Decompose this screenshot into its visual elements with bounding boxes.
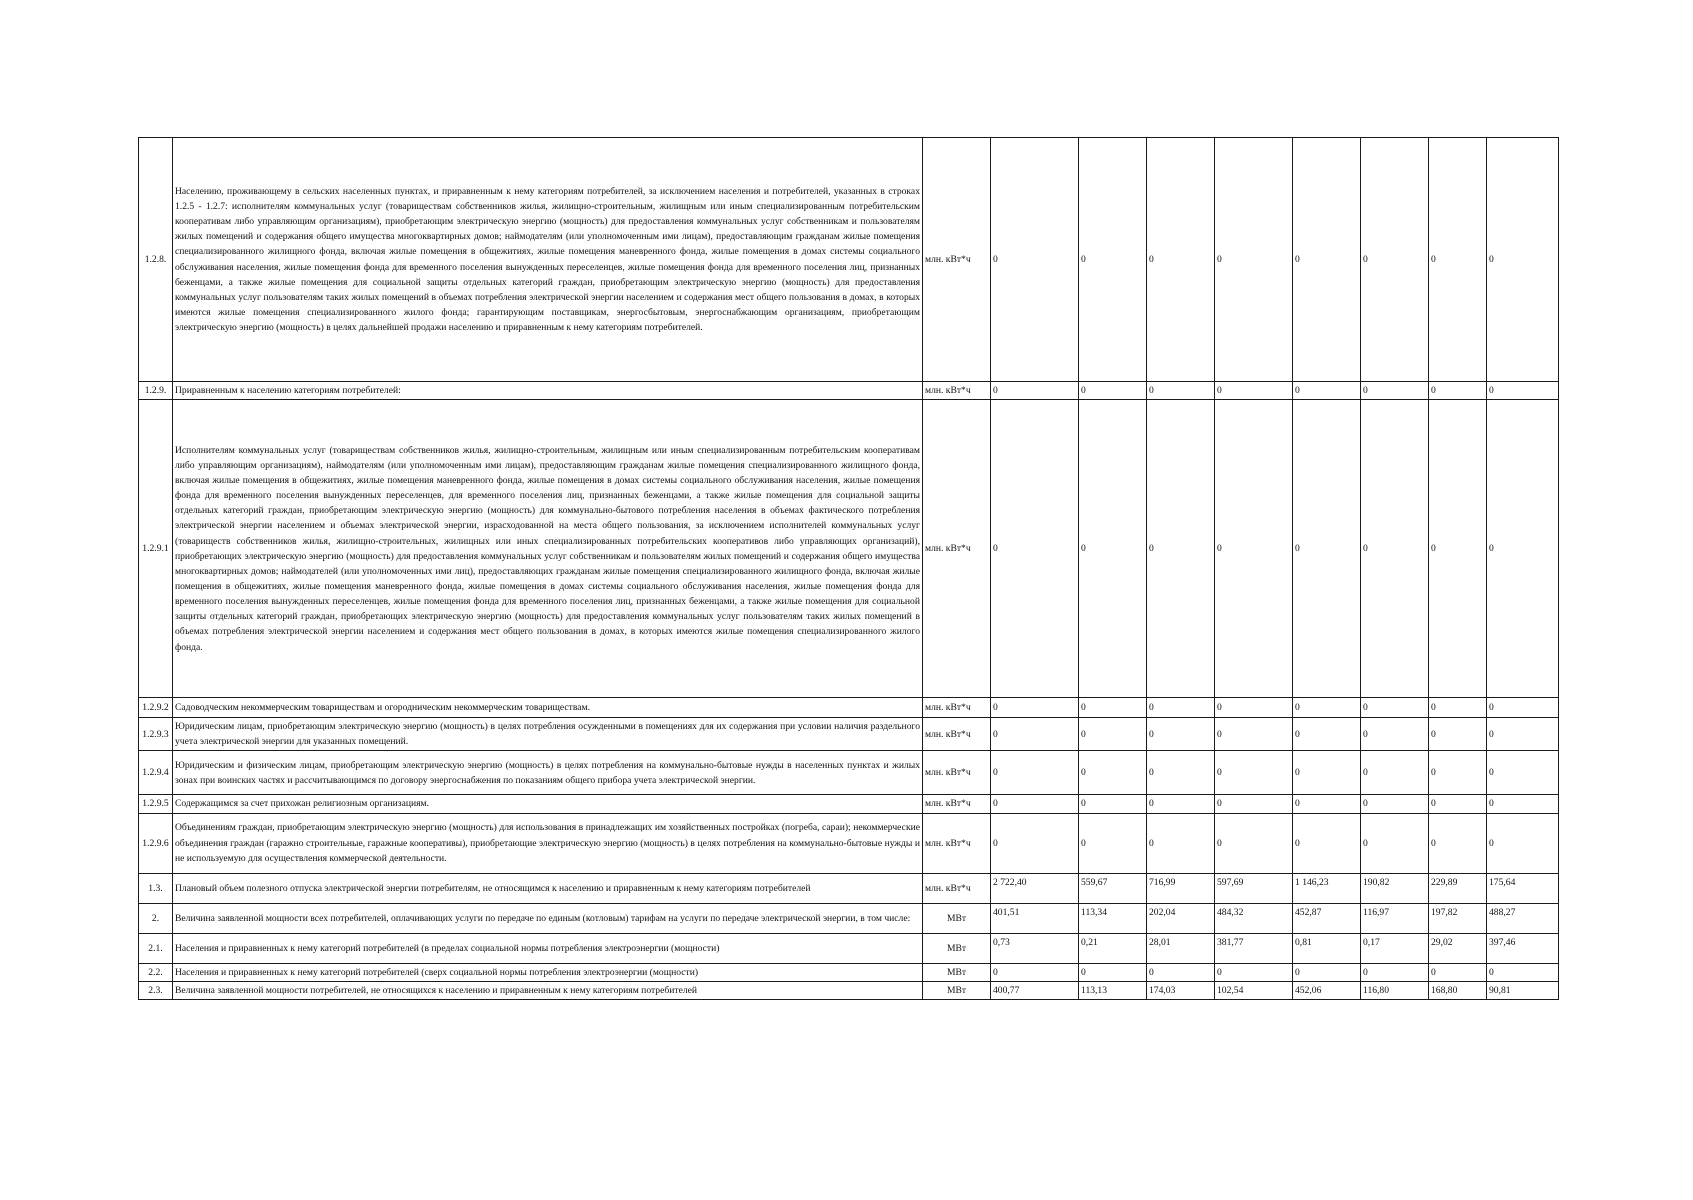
value-cell: 0 (1361, 795, 1429, 813)
value-cell: 0 (1079, 813, 1147, 873)
table-row (139, 813, 1559, 873)
value-cell: 0 (1429, 751, 1487, 795)
value-cell: 0 (1487, 138, 1559, 382)
value-cell: 0,17 (1361, 933, 1429, 963)
value-cell: 0 (1147, 751, 1215, 795)
row-number: 1.2.9.4 (139, 751, 173, 795)
row-number: 1.2.9.3 (139, 718, 173, 751)
value-cell: 28,01 (1147, 933, 1215, 963)
value-cell: 197,82 (1429, 903, 1487, 933)
value-cell: 0 (1429, 382, 1487, 400)
value-cell: 381,77 (1215, 933, 1293, 963)
row-description: Населения и приравненных к нему категорий потребителей (сверх социальной нормы потребления электроэнергии (мощности) (173, 963, 923, 981)
row-number: 2.3. (139, 981, 173, 999)
value-cell: 0 (1147, 382, 1215, 400)
row-unit: млн. кВт*ч (923, 138, 991, 382)
row-description: Приравненным к населению категориям потребителей: (173, 382, 923, 400)
value-cell: 0 (991, 382, 1079, 400)
value-cell: 0 (1487, 400, 1559, 698)
value-cell: 29,02 (1429, 933, 1487, 963)
value-cell: 0 (1215, 138, 1293, 382)
value-cell: 2 722,40 (991, 873, 1079, 903)
value-cell: 0 (1215, 813, 1293, 873)
table-row (139, 718, 1559, 751)
value-cell: 401,51 (991, 903, 1079, 933)
value-cell: 559,67 (1079, 873, 1147, 903)
value-cell: 488,27 (1487, 903, 1559, 933)
row-unit: МВт (923, 963, 991, 981)
value-cell: 0 (1293, 698, 1361, 718)
row-description: Объединениям граждан, приобретающим электрическую энергию (мощность) для использования в принадлежащих им хозяйственных постройках (погреба, сараи); некоммерческие объединения граждан (гаражно строительные, гаражные кооперативы), приобретающие электрическую энергию (мощность) в целях потребления на коммунально-бытовые нужды и не используемую для осуществления коммерческой деятельности. (173, 813, 923, 873)
row-unit: млн. кВт*ч (923, 873, 991, 903)
row-unit: млн. кВт*ч (923, 400, 991, 698)
value-cell: 0 (1429, 963, 1487, 981)
row-description: Населения и приравненных к нему категорий потребителей (в пределах социальной нормы потребления электроэнергии (мощности) (173, 933, 923, 963)
row-number: 1.2.9. (139, 382, 173, 400)
row-number: 1.3. (139, 873, 173, 903)
table-row (139, 400, 1559, 698)
table-body (139, 138, 1559, 1000)
value-cell: 400,77 (991, 981, 1079, 999)
value-cell: 0 (1487, 963, 1559, 981)
row-number: 1.2.9.1 (139, 400, 173, 698)
value-cell: 0 (1079, 963, 1147, 981)
value-cell: 0 (1079, 718, 1147, 751)
value-cell: 229,89 (1429, 873, 1487, 903)
value-cell: 0 (1487, 813, 1559, 873)
value-cell: 397,46 (1487, 933, 1559, 963)
value-cell: 0 (991, 813, 1079, 873)
value-cell: 0 (991, 718, 1079, 751)
row-number: 2.1. (139, 933, 173, 963)
value-cell: 0 (1361, 718, 1429, 751)
row-description: Юридическим лицам, приобретающим электрическую энергию (мощность) в целях потребления осужденными в помещениях для их содержания при условии наличия раздельного учета электрической энергии для указанных помещений. (173, 718, 923, 751)
row-description: Исполнителям коммунальных услуг (товариществам собственников жилья, жилищно-строительным, жилищным или иным специализированным потребительским кооперативам либо управляющим организациям), наймодателям (или уполномоченным ими лицам), предоставляющим гражданам жилые помещения специализированного жилищного фонда, включая жилые помещения в общежитиях, жилые помещения маневренного фонда, жилые помещения в домах системы социального обслуживания населения, жилые помещения фонда для временного поселения вынужденных переселенцев, для временного поселения лиц, признанных беженцами, а также жилые помещения для социальной защиты отдельных категорий граждан, приобретающим электрическую энергию (мощность) для коммунально-бытового потребления населения в объемах фактического потребления электрической энергии населением и объемах электрической энергии, израсходованной на места общего пользования, за исключением исполнителей коммунальных услуг (товариществ собственников жилья, жилищно-строительных, жилищных или иных специализированных потребительских кооперативов либо управляющих организаций), приобретающих электрическую энергию (мощность) для предоставления коммунальных услуг собственникам и пользователям жилых помещений и содержания общего имущества многоквартирных домов; наймодателей (или уполномоченных ими лиц), предоставляющих гражданам жилые помещения специализированного жилищного фонда, включая жилые помещения в общежитиях, жилые помещения маневренного фонда, жилые помещения в домах системы социального обслуживания населения, жилые помещения фонда для временного поселения вынужденных переселенцев, жилые помещения фонда для временного поселения лиц, признанных беженцами, а также жилые помещения для социальной защиты отдельных категорий граждан, приобретающих электрическую энергию (мощность) для предоставления коммунальных услуг пользователям таких жилых помещений в объемах потребления электрической энергии населением и содержания мест общего пользования в домах, в которых имеются жилые помещения специализированного жилого фонда. (173, 400, 923, 698)
value-cell: 0 (1079, 400, 1147, 698)
table-row (139, 698, 1559, 718)
value-cell: 0 (1293, 795, 1361, 813)
value-cell: 0 (1079, 795, 1147, 813)
value-cell: 102,54 (1215, 981, 1293, 999)
value-cell: 0 (1487, 718, 1559, 751)
value-cell: 0 (1293, 718, 1361, 751)
row-description: Величина заявленной мощности всех потребителей, оплачивающих услуги по передаче по единым (котловым) тарифам на услуги по передаче электрической энергии, в том числе: (173, 903, 923, 933)
value-cell: 0 (1147, 795, 1215, 813)
value-cell: 0 (1215, 400, 1293, 698)
value-cell: 0 (1361, 751, 1429, 795)
value-cell: 0 (1147, 963, 1215, 981)
value-cell: 1 146,23 (1293, 873, 1361, 903)
value-cell: 0 (1361, 963, 1429, 981)
value-cell: 0 (1079, 751, 1147, 795)
value-cell: 0,73 (991, 933, 1079, 963)
value-cell: 190,82 (1361, 873, 1429, 903)
table-row (139, 873, 1559, 903)
value-cell: 0 (1361, 382, 1429, 400)
value-cell: 0 (1147, 718, 1215, 751)
row-unit: млн. кВт*ч (923, 718, 991, 751)
value-cell: 0 (1487, 751, 1559, 795)
row-unit: млн. кВт*ч (923, 795, 991, 813)
value-cell: 175,64 (1487, 873, 1559, 903)
table-row (139, 795, 1559, 813)
value-cell: 0 (1429, 698, 1487, 718)
row-number: 1.2.8. (139, 138, 173, 382)
value-cell: 113,13 (1079, 981, 1147, 999)
value-cell: 168,80 (1429, 981, 1487, 999)
value-cell: 0 (1293, 963, 1361, 981)
row-unit: МВт (923, 933, 991, 963)
value-cell: 116,97 (1361, 903, 1429, 933)
value-cell: 0 (1487, 382, 1559, 400)
value-cell: 0 (991, 138, 1079, 382)
value-cell: 0 (1361, 698, 1429, 718)
value-cell: 0 (1293, 813, 1361, 873)
value-cell: 0 (1147, 698, 1215, 718)
row-description: Содержащимся за счет прихожан религиозным организациям. (173, 795, 923, 813)
value-cell: 0 (1079, 382, 1147, 400)
value-cell: 0 (1215, 963, 1293, 981)
value-cell: 0 (1215, 698, 1293, 718)
table-row (139, 382, 1559, 400)
table-row (139, 963, 1559, 981)
value-cell: 0,81 (1293, 933, 1361, 963)
table-row (139, 751, 1559, 795)
row-unit: млн. кВт*ч (923, 813, 991, 873)
value-cell: 0 (1293, 751, 1361, 795)
row-unit: млн. кВт*ч (923, 751, 991, 795)
value-cell: 0 (1215, 795, 1293, 813)
value-cell: 0 (1293, 138, 1361, 382)
value-cell: 0 (1429, 718, 1487, 751)
value-cell: 0 (1293, 400, 1361, 698)
value-cell: 716,99 (1147, 873, 1215, 903)
value-cell: 0 (1079, 138, 1147, 382)
row-unit: МВт (923, 903, 991, 933)
value-cell: 0 (1429, 813, 1487, 873)
value-cell: 0 (1429, 400, 1487, 698)
value-cell: 113,34 (1079, 903, 1147, 933)
value-cell: 0 (1429, 138, 1487, 382)
value-cell: 0 (1079, 698, 1147, 718)
value-cell: 0 (991, 795, 1079, 813)
value-cell: 0 (1147, 813, 1215, 873)
row-description: Юридическим и физическим лицам, приобретающим электрическую энергию (мощность) в целях потребления на коммунально-бытовые нужды в населенных пунктах и жилых зонах при воинских частях и рассчитывающимся по договору энергоснабжения по показаниям общего прибора учета электрической энергии. (173, 751, 923, 795)
value-cell: 0 (991, 963, 1079, 981)
value-cell: 0 (1215, 718, 1293, 751)
value-cell: 0 (1361, 138, 1429, 382)
value-cell: 0 (1215, 751, 1293, 795)
value-cell: 0 (1293, 382, 1361, 400)
value-cell: 0 (991, 751, 1079, 795)
value-cell: 0 (991, 698, 1079, 718)
value-cell: 0 (1429, 795, 1487, 813)
value-cell: 0 (1215, 382, 1293, 400)
value-cell: 0 (1487, 698, 1559, 718)
value-cell: 90,81 (1487, 981, 1559, 999)
table-row (139, 903, 1559, 933)
value-cell: 0 (1361, 400, 1429, 698)
row-number: 1.2.9.2 (139, 698, 173, 718)
value-cell: 452,06 (1293, 981, 1361, 999)
row-description: Населению, проживающему в сельских населенных пунктах, и приравненным к нему категориям потребителей, за исключением населения и потребителей, указанных в строках 1.2.5 - 1.2.7: исполнителям коммунальных услуг (товариществам собственников жилья, жилищно-строительным, жилищным или иным специализированным потребительским кооперативам либо управляющим организациям), приобретающим электрическую энергию (мощность) для предоставления коммунальных услуг собственникам и пользователям жилых помещений и содержания общего имущества многоквартирных домов; наймодателям (или уполномоченным ими лицам), предоставляющим гражданам жилые помещения специализированного жилищного фонда, включая жилые помещения в общежитиях, жилые помещения маневренного фонда, жилые помещения в домах системы социального обслуживания населения, жилые помещения фонда для временного поселения вынужденных переселенцев, жилые помещения фонда для временного поселения лиц, признанных беженцами, а также жилые помещения для социальной защиты отдельных категорий граждан, приобретающим электрическую энергию (мощность) для предоставления коммунальных услуг пользователям таких жилых помещений в объемах потребления электрической энергии населением и содержания мест общего пользования в домах, в которых имеются жилые помещения специализированного жилого фонда; гарантирующим поставщикам, энергосбытовым, энергоснабжающим организациям, приобретающим электрическую энергию (мощность) в целях дальнейшей продажи населению и приравненным к нему категориям потребителей. (173, 138, 923, 382)
value-cell: 484,32 (1215, 903, 1293, 933)
value-cell: 116,80 (1361, 981, 1429, 999)
row-number: 2.2. (139, 963, 173, 981)
row-description: Плановый объем полезного отпуска электрической энергии потребителям, не относящимся к населению и приравненным к нему категориям потребителей (173, 873, 923, 903)
row-unit: МВт (923, 981, 991, 999)
value-cell: 452,87 (1293, 903, 1361, 933)
row-description: Садоводческим некоммерческим товариществам и огородническим некоммерческим товариществам. (173, 698, 923, 718)
row-number: 1.2.9.5 (139, 795, 173, 813)
value-cell: 0 (991, 400, 1079, 698)
value-cell: 0 (1147, 138, 1215, 382)
row-number: 2. (139, 903, 173, 933)
row-number: 1.2.9.6 (139, 813, 173, 873)
table-row (139, 933, 1559, 963)
row-unit: млн. кВт*ч (923, 382, 991, 400)
row-unit: млн. кВт*ч (923, 698, 991, 718)
value-cell: 0 (1147, 400, 1215, 698)
value-cell: 174,03 (1147, 981, 1215, 999)
row-description: Величина заявленной мощности потребителей, не относящихся к населению и приравненным к нему категориям потребителей (173, 981, 923, 999)
table-row (139, 138, 1559, 382)
value-cell: 597,69 (1215, 873, 1293, 903)
tariff-table (138, 137, 1559, 1000)
value-cell: 202,04 (1147, 903, 1215, 933)
table-row (139, 981, 1559, 999)
value-cell: 0 (1487, 795, 1559, 813)
value-cell: 0,21 (1079, 933, 1147, 963)
value-cell: 0 (1361, 813, 1429, 873)
